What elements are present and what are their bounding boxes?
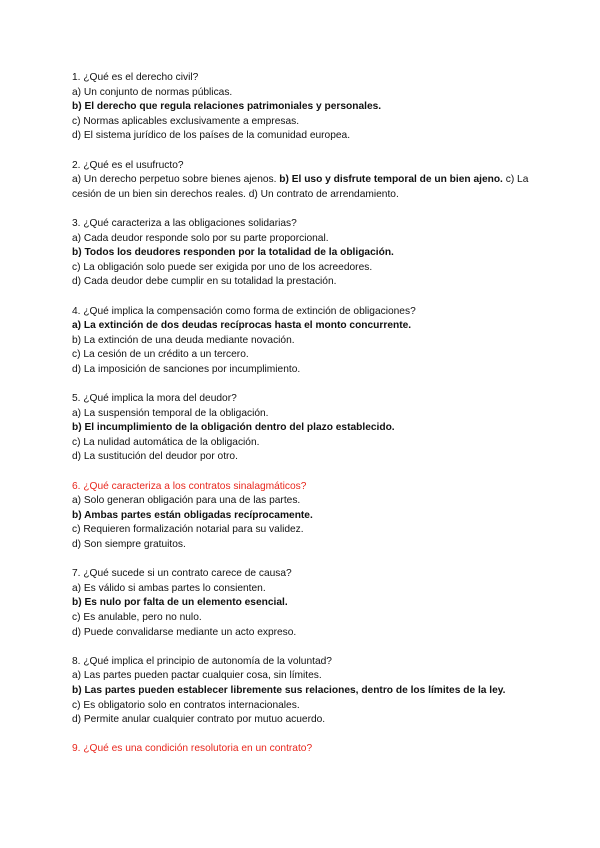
option-c: c) Es obligatorio solo en contratos internacionales.: [72, 699, 300, 711]
options-inline: [72, 173, 542, 202]
option-d: d) Un contrato de arrendamiento.: [248, 188, 399, 200]
question-text-highlighted: 6. ¿Qué caracteriza a los contratos sinalagmáticos?: [72, 480, 307, 492]
question-block-4: [72, 305, 542, 378]
option-c: c) La obligación solo puede ser exigida por uno de los acreedores.: [72, 261, 373, 273]
option-d: d) El sistema jurídico de los países de la comunidad europea.: [72, 130, 351, 142]
option-c: c) Es anulable, pero no nulo.: [72, 611, 202, 623]
option-b-correct: b) Ambas partes están obligadas recíprocamente.: [72, 509, 313, 521]
option-b: b) La extinción de una deuda mediante novación.: [72, 334, 295, 346]
option-c: c) La nulidad automática de la obligación.: [72, 436, 260, 448]
option-a: a) Solo generan obligación para una de las partes.: [72, 495, 301, 507]
option-a: a) La suspensión temporal de la obligación.: [72, 407, 269, 419]
option-d: d) Permite anular cualquier contrato por mutuo acuerdo.: [72, 714, 326, 726]
option-c: c) La cesión de un bien sin derechos reales.: [72, 174, 529, 200]
question-block-9: [72, 742, 542, 757]
question-block-6: [72, 480, 542, 553]
option-a: a) Un conjunto de normas públicas.: [72, 86, 233, 98]
question-block-2: [72, 159, 542, 203]
question-block-7: [72, 567, 542, 640]
option-b-correct: b) El incumplimiento de la obligación dentro del plazo establecido.: [72, 422, 395, 434]
question-text: 8. ¿Qué implica el principio de autonomía de la voluntad?: [72, 655, 332, 667]
option-a: a) Cada deudor responde solo por su parte proporcional.: [72, 232, 329, 244]
question-block-5: [72, 392, 542, 465]
question-text: 4. ¿Qué implica la compensación como forma de extinción de obligaciones?: [72, 305, 416, 317]
option-d: d) La sustitución del deudor por otro.: [72, 451, 238, 463]
question-text: 1. ¿Qué es el derecho civil?: [72, 72, 199, 83]
option-a: a) Un derecho perpetuo sobre bienes ajenos.: [72, 174, 277, 186]
option-b-correct: b) Las partes pueden establecer libremente sus relaciones, dentro de los límites de la ley.: [72, 684, 506, 696]
question-text: 5. ¿Qué implica la mora del deudor?: [72, 393, 237, 405]
question-text: 7. ¿Qué sucede si un contrato carece de causa?: [72, 568, 292, 580]
question-text-highlighted: 9. ¿Qué es una condición resolutoria en un contrato?: [72, 743, 313, 755]
option-d: d) Cada deudor debe cumplir en su totalidad la prestación.: [72, 276, 337, 288]
option-a-correct: a) La extinción de dos deudas recíprocas hasta el monto concurrente.: [72, 320, 412, 332]
option-d: d) La imposición de sanciones por incumplimiento.: [72, 363, 301, 375]
question-block-1: [72, 71, 542, 144]
quiz-content: [72, 71, 542, 772]
option-b-correct: b) El uso y disfrute temporal de un bien ajeno.: [279, 174, 503, 186]
option-b-correct: b) Es nulo por falta de un elemento esencial.: [72, 597, 288, 609]
option-d: d) Puede convalidarse mediante un acto expreso.: [72, 626, 297, 638]
option-b-correct: b) Todos los deudores responden por la totalidad de la obligación.: [72, 247, 394, 259]
option-a: a) Es válido si ambas partes lo consienten.: [72, 582, 266, 594]
option-b-correct: b) El derecho que regula relaciones patrimoniales y personales.: [72, 101, 382, 113]
option-c: c) Requieren formalización notarial para su validez.: [72, 524, 304, 536]
option-c: c) Normas aplicables exclusivamente a empresas.: [72, 115, 300, 127]
question-text: 2. ¿Qué es el usufructo?: [72, 159, 184, 171]
question-block-3: [72, 217, 542, 290]
question-block-8: [72, 655, 542, 728]
option-a: a) Las partes pueden pactar cualquier cosa, sin límites.: [72, 670, 322, 682]
question-text: 3. ¿Qué caracteriza a las obligaciones solidarias?: [72, 217, 297, 229]
option-c: c) La cesión de un crédito a un tercero.: [72, 349, 249, 361]
option-d: d) Son siempre gratuitos.: [72, 539, 186, 550]
